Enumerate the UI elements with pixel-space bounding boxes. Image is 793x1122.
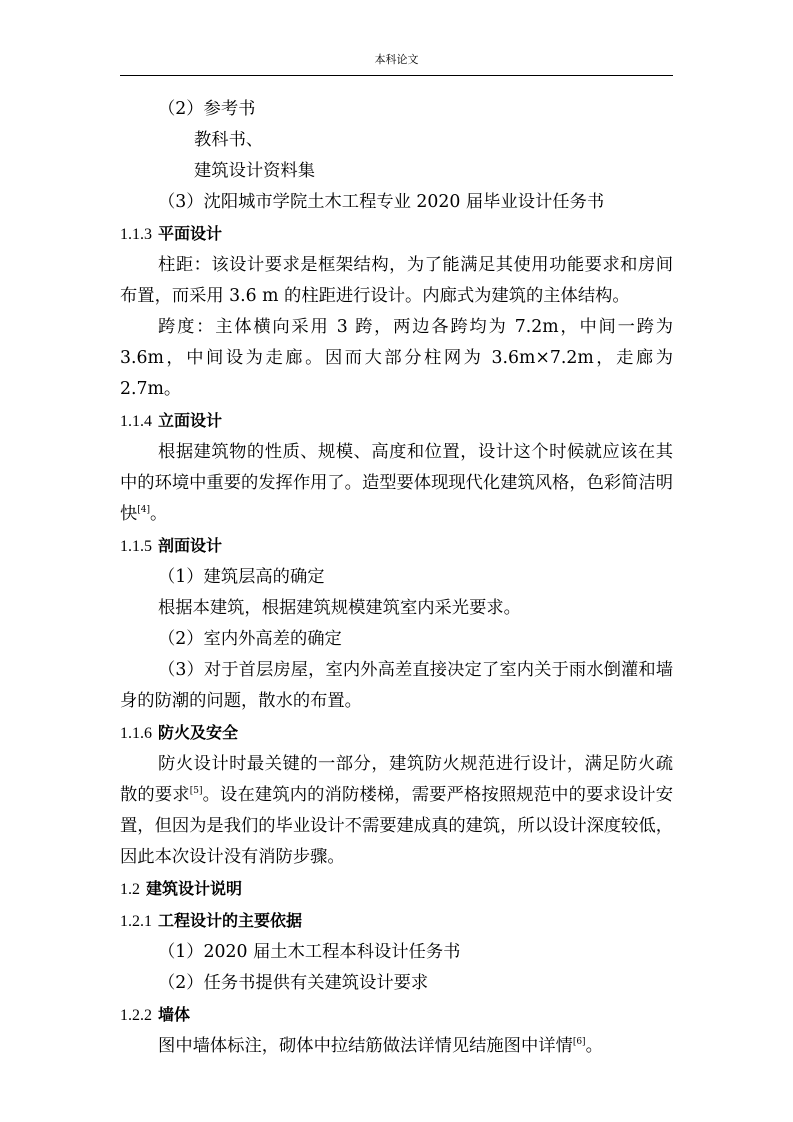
basis-item-1: （1）2020 届土木工程本科设计任务书 (158, 942, 461, 962)
header-rule (120, 75, 673, 76)
running-header: 本科论文 (374, 53, 419, 66)
section-number: 1.2 (120, 881, 140, 898)
section-title: 防火及安全 (158, 723, 239, 742)
reference-design-data: 建筑设计资料集 (194, 161, 315, 181)
paragraph-text-end: 。设在建筑内的消防楼梯，需要严格按照规范中的要求设计安置，但因为是我们的毕业设计不需要建成真的建筑，所以设计深度较低，因此本次设计没有消防步骤。 (120, 785, 674, 867)
basis-item-2: （2）任务书提供有关建筑设计要求 (158, 973, 429, 993)
paragraph-text: 防火设计时最关键的一部分，建筑防火规范进行设计，满足防火疏散的要求 (120, 754, 673, 805)
page-body (120, 94, 673, 1062)
paragraph-span: 跨度：主体横向采用 3 跨，两边各跨均为 7.2m，中间一跨为 3.6m，中间设为走廊。因而大部分柱网为 3.6m×7.2m，走廊为 2.7m。 (120, 317, 673, 399)
paragraph-wall (120, 1031, 673, 1062)
citation-6: [6] (572, 1037, 586, 1047)
paragraph-column-spacing: 柱距：该设计要求是框架结构，为了能满足其使用功能要求和房间布置，而采用 3.6 m 的柱距进行设计。内廊式为建筑的主体结构。 (120, 255, 673, 306)
section-number: 1.2.1 (120, 913, 152, 930)
section-heading-1-1-5 (120, 530, 673, 562)
reference-textbook: 教科书、 (194, 130, 264, 150)
reference-item-3: （3）沈阳城市学院土木工程专业 2020 届毕业设计任务书 (158, 192, 605, 212)
paragraph-first-floor: （3）对于首层房屋，室内外高差直接决定了室内关于雨水倒灌和墙身的防潮的问题，散水的布置。 (120, 660, 673, 711)
item-height-difference: （2）室内外高差的确定 (158, 629, 342, 649)
section-number: 1.1.3 (120, 226, 152, 243)
section-heading-1-1-3 (120, 218, 673, 250)
section-heading-1-2 (120, 873, 673, 905)
section-title: 剖面设计 (158, 536, 223, 555)
section-title: 平面设计 (158, 224, 223, 243)
paragraph-fire-safety (120, 749, 673, 873)
item-floor-height: （1）建筑层高的确定 (158, 567, 325, 587)
section-number: 1.1.4 (120, 413, 152, 430)
reference-item-2: （2）参考书 (158, 99, 256, 119)
section-number: 1.1.5 (120, 538, 152, 555)
citation-4: [4] (137, 505, 151, 515)
section-number: 1.1.6 (120, 725, 152, 742)
section-title: 建筑设计说明 (146, 879, 243, 898)
section-title: 工程设计的主要依据 (158, 911, 303, 930)
section-title: 墙体 (158, 1005, 191, 1024)
paragraph-text: 图中墙体标注，砌体中拉结筋做法详情见结施图中详情 (158, 1036, 573, 1056)
section-heading-1-1-4 (120, 405, 673, 437)
section-heading-1-1-6 (120, 717, 673, 749)
section-title: 立面设计 (158, 411, 223, 430)
paragraph-text-end: 。 (150, 504, 168, 524)
paragraph-elevation (120, 437, 673, 530)
section-heading-1-2-2 (120, 999, 673, 1031)
paragraph-text: 根据建筑物的性质、规模、高度和位置，设计这个时候就应该在其中的环境中重要的发挥作用了。造型要体现现代化建筑风格，色彩简洁明快 (120, 442, 674, 524)
citation-5: [5] (189, 786, 203, 796)
paragraph-lighting: 根据本建筑，根据建筑规模建筑室内采光要求。 (158, 598, 521, 618)
section-heading-1-2-1 (120, 905, 673, 937)
section-number: 1.2.2 (120, 1007, 152, 1024)
paragraph-text-end: 。 (585, 1036, 603, 1056)
